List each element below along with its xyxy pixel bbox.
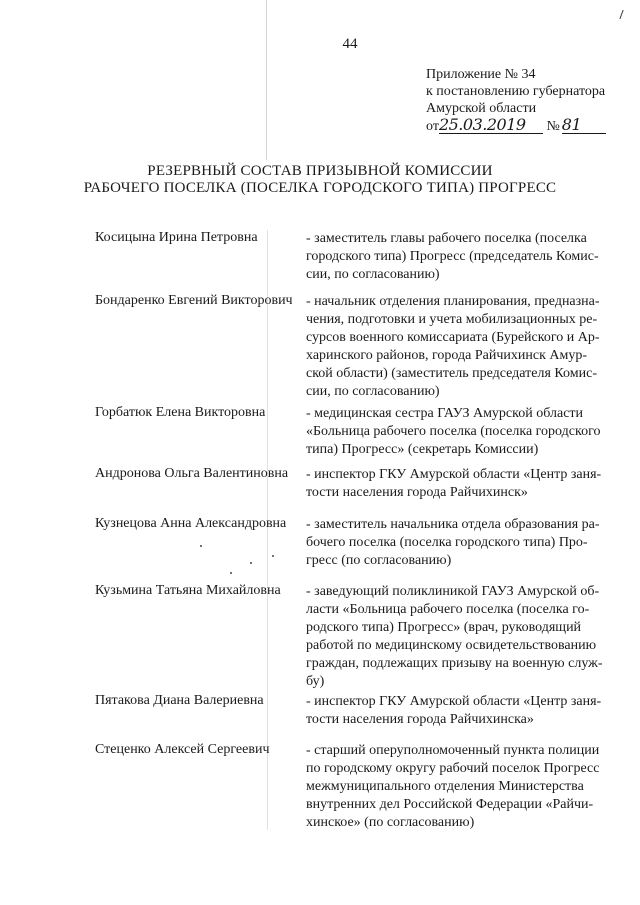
role-line: сии, по согласованию)	[306, 267, 440, 282]
role-line: тости населения города Райчихинск»	[306, 485, 528, 500]
appendix-line-1: Приложение № 34	[426, 67, 536, 82]
member-name: Косицына Ирина Петровна	[95, 230, 258, 245]
appendix-block	[426, 66, 626, 135]
role-line: хинское» (по согласованию)	[306, 815, 475, 830]
scan-line	[266, 0, 267, 160]
member-role	[306, 583, 608, 691]
member-name: Пятакова Диана Валериевна	[95, 693, 264, 708]
role-line: по городскому округу рабочий поселок Прогресс	[306, 761, 600, 776]
role-line: бочего поселка (поселка городского типа) Про-	[306, 535, 588, 550]
role-line: харинского районов, города Райчихинск Амур-	[306, 348, 588, 363]
member-name: Кузнецова Анна Александровна	[95, 516, 287, 531]
role-line: - заместитель главы рабочего поселка (поселка	[306, 231, 587, 246]
title-line-2: РАБОЧЕГО ПОСЕЛКА (ПОСЕЛКА ГОРОДСКОГО ТИПА) ПРОГРЕСС	[83, 180, 557, 196]
member-role	[306, 693, 608, 729]
role-line: - инспектор ГКУ Амурской области «Центр заня-	[306, 467, 602, 482]
role-line: граждан, подлежащих призыву на военную служ-	[306, 656, 603, 671]
number-value: 81	[562, 117, 606, 134]
date-value: 25.03.2019	[439, 117, 543, 134]
member-name: Бондаренко Евгений Викторович	[95, 293, 293, 308]
title-line-1: РЕЗЕРВНЫЙ СОСТАВ ПРИЗЫВНОЙ КОМИССИИ	[147, 163, 493, 179]
member-name: Кузьмина Татьяна Михайловна	[95, 583, 281, 598]
member-role	[306, 405, 608, 459]
role-line: сии, по согласованию)	[306, 384, 440, 399]
member-name: Андронова Ольга Валентиновна	[95, 466, 289, 481]
date-prefix: от	[426, 119, 439, 134]
number-prefix: №	[546, 119, 560, 134]
role-line: работой по медицинскому освидетельствованию	[306, 638, 597, 653]
role-line: - старший оперуполномоченный пункта полиции	[306, 743, 600, 758]
role-line: сурсов военного комиссариата (Бурейского и Ар-	[306, 330, 600, 345]
member-name: Стеценко Алексей Сергеевич	[95, 742, 270, 757]
corner-mark	[613, 10, 623, 19]
role-line: - заведующий поликлиникой ГАУЗ Амурской об-	[306, 584, 600, 599]
member-role	[306, 516, 608, 570]
role-line: гресс (по согласованию)	[306, 553, 452, 568]
member-role	[306, 230, 608, 284]
role-line: - заместитель начальника отдела образования ра-	[306, 517, 600, 532]
scan-speck	[230, 572, 232, 574]
member-role	[306, 742, 608, 832]
role-line: межмуниципального отделения Министерства	[306, 779, 584, 794]
role-line: бу)	[306, 674, 325, 689]
role-line: - инспектор ГКУ Амурской области «Центр заня-	[306, 694, 602, 709]
role-line: ской области) (заместитель председателя Комис-	[306, 366, 598, 381]
member-name: Горбатюк Елена Викторовна	[95, 405, 266, 420]
appendix-date-row	[426, 117, 626, 135]
scan-speck	[272, 555, 274, 557]
page-number: 44	[342, 36, 358, 52]
appendix-line-2: к постановлению губернатора	[426, 84, 606, 99]
scan-speck	[250, 562, 252, 564]
document-title	[0, 163, 640, 197]
role-line: тости населения города Райчихинска»	[306, 712, 534, 727]
role-line: - медицинская сестра ГАУЗ Амурской области	[306, 406, 584, 421]
role-line: - начальник отделения планирования, предназна-	[306, 294, 600, 309]
role-line: типа) Прогресс» (секретарь Комиссии)	[306, 442, 539, 457]
role-line: «Больница рабочего поселка (поселка городского	[306, 424, 601, 439]
role-line: родского типа) Прогресс» (врач, руководящий	[306, 620, 582, 635]
member-role	[306, 293, 608, 401]
role-line: городского типа) Прогресс (председатель Комис-	[306, 249, 599, 264]
role-line: ласти «Больница рабочего поселка (поселка го-	[306, 602, 590, 617]
member-role	[306, 466, 608, 502]
role-line: чения, подготовки и учета мобилизационных ре-	[306, 312, 598, 327]
scan-speck	[200, 545, 202, 547]
appendix-line-3: Амурской области	[426, 101, 537, 116]
role-line: внутренних дел Российской Федерации «Райчи-	[306, 797, 594, 812]
